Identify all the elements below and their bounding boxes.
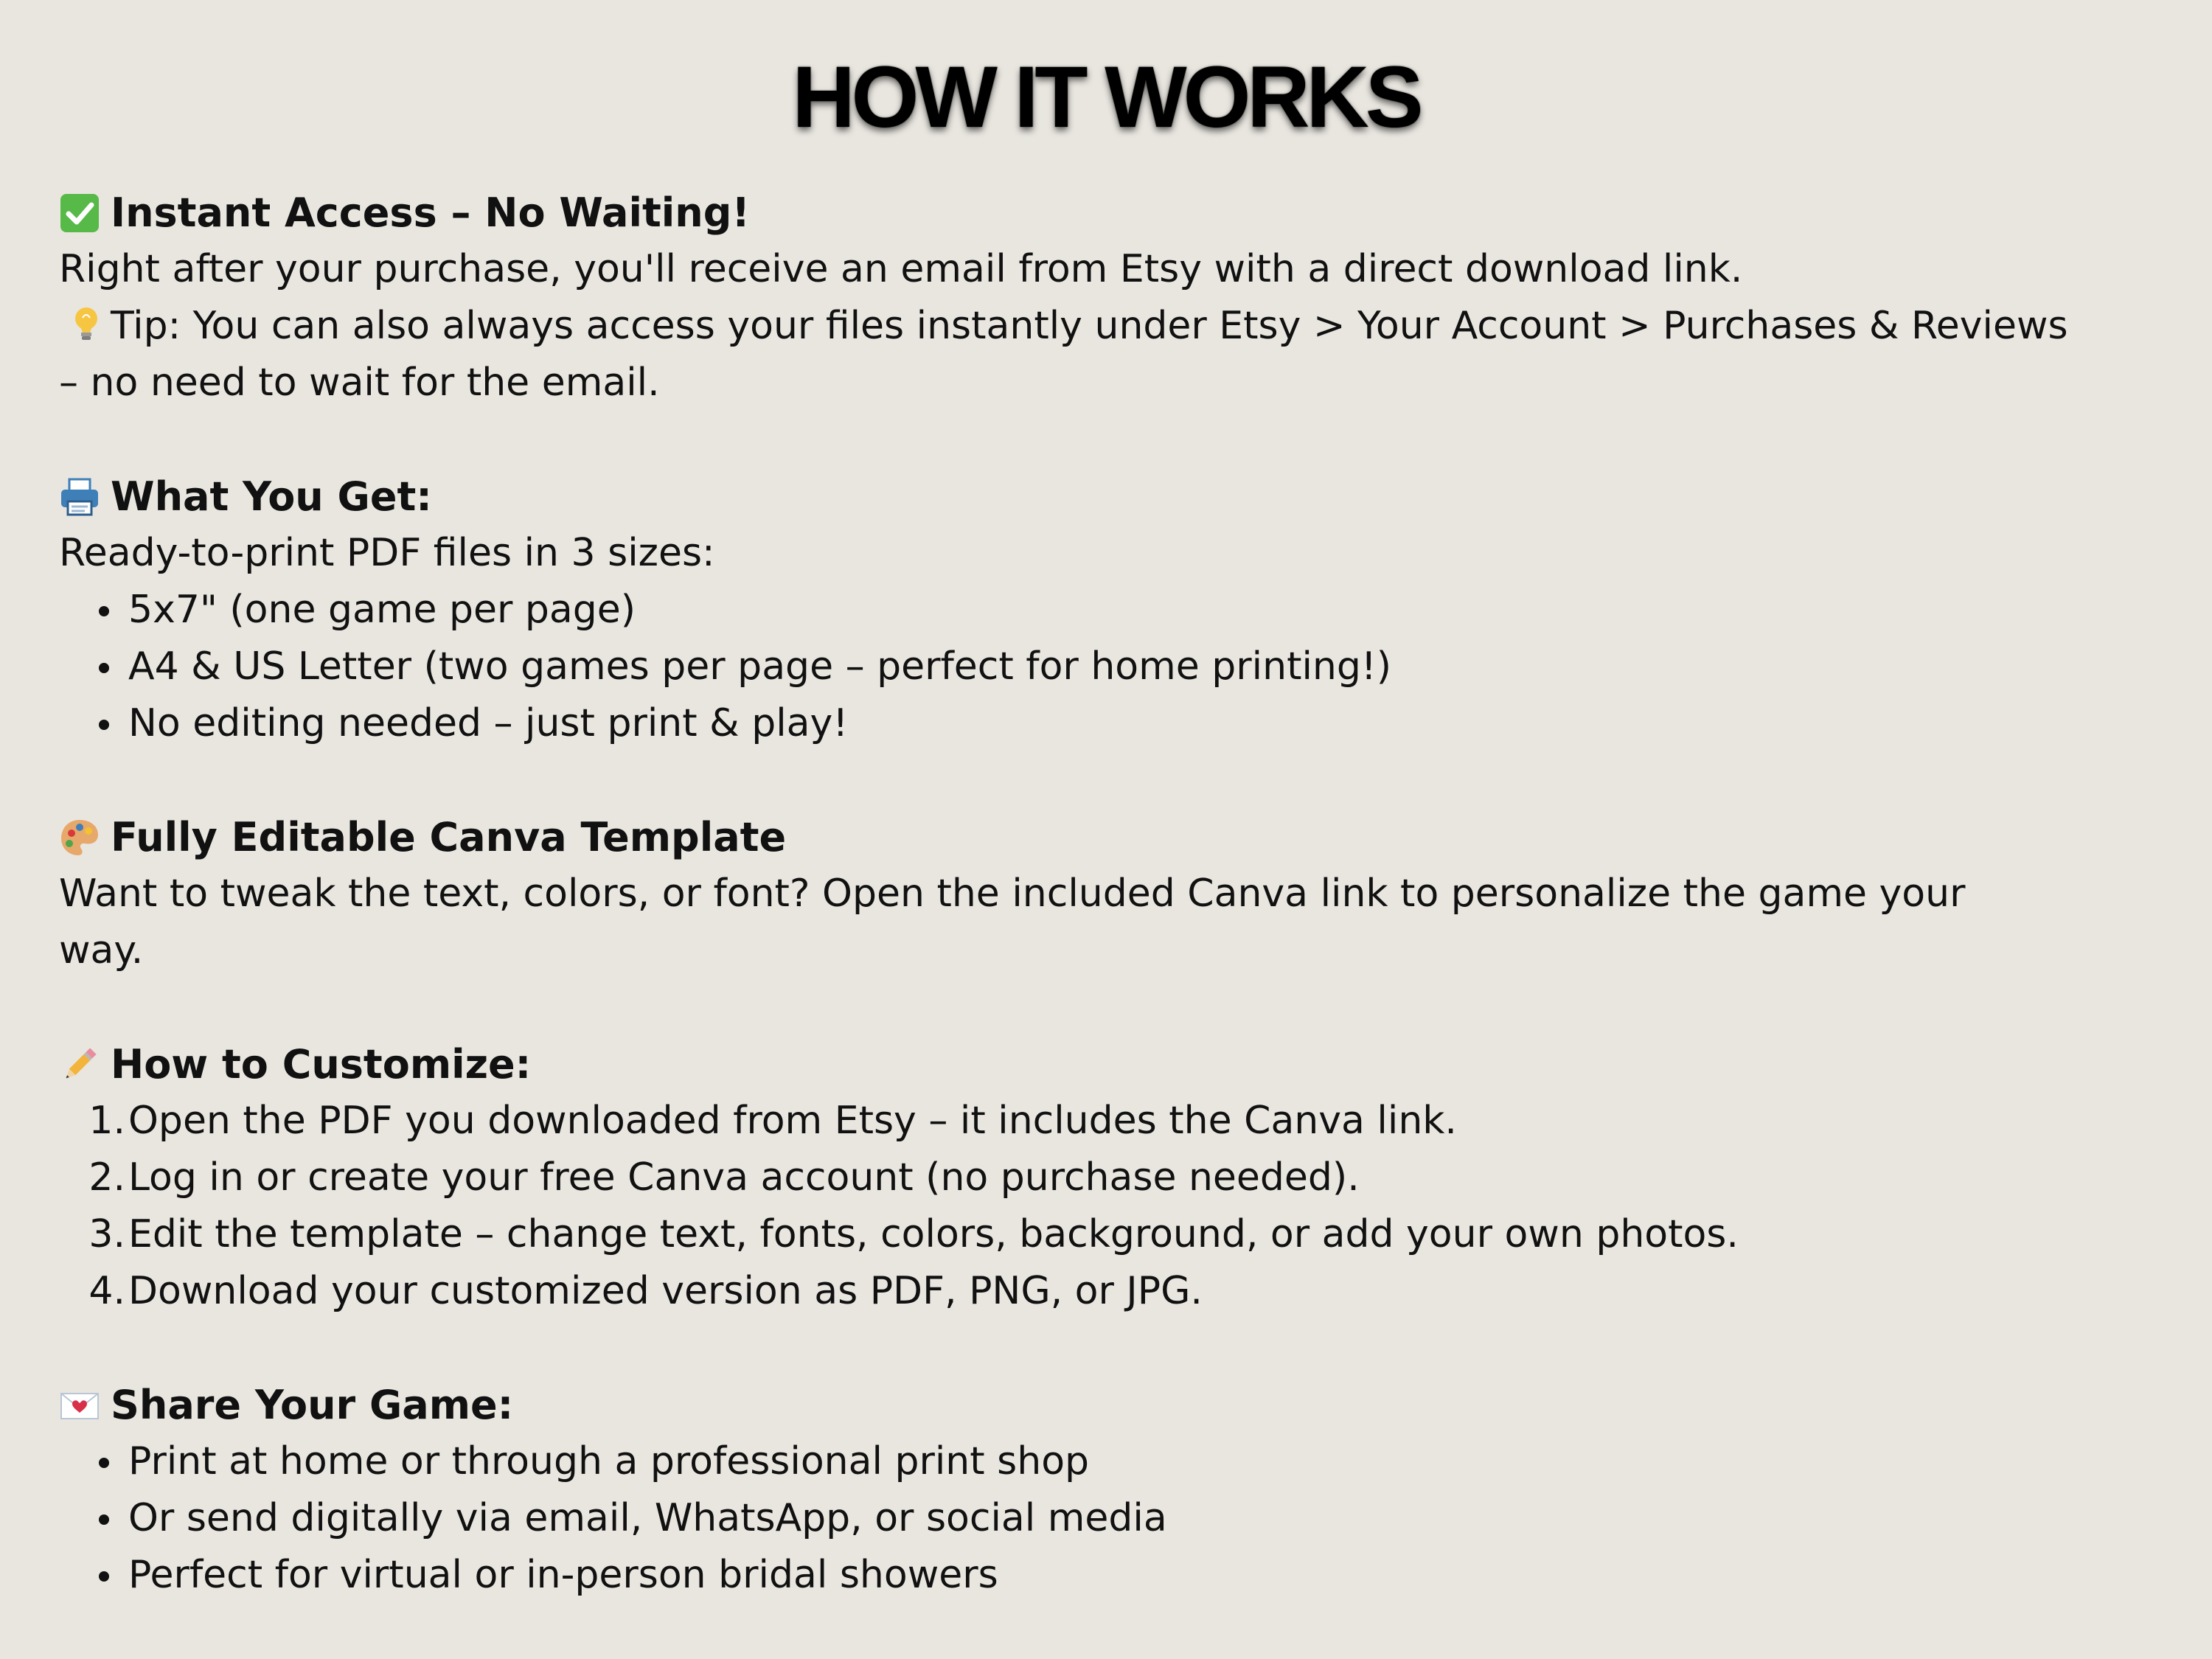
- list-item: Or send digitally via email, WhatsApp, or social media: [59, 1490, 2168, 1547]
- spacer: [59, 411, 2168, 468]
- tip-text: Tip: You can also always access your files instantly under Etsy > Your Account > Purchases & Reviews: [111, 304, 2068, 348]
- artist-palette-icon: [59, 817, 100, 858]
- step-text: Edit the template – change text, fonts, colors, background, or add your own photos.: [128, 1212, 1739, 1256]
- list-item: No editing needed – just print & play!: [59, 695, 2168, 752]
- step-item: [59, 1206, 2168, 1263]
- body-text: Want to tweak the text, colors, or font? Open the included Canva link to personalize the game your: [59, 872, 1966, 916]
- body-text: way.: [59, 928, 144, 973]
- list-item: 5x7" (one game per page): [59, 582, 2168, 639]
- list-item: Print at home or through a professional print shop: [59, 1433, 2168, 1490]
- section-title: Share Your Game:: [111, 1382, 514, 1428]
- pencil-icon: [59, 1044, 100, 1085]
- section-heading-what-you-get: [59, 468, 2168, 525]
- step-number: 3.: [88, 1212, 125, 1256]
- light-bulb-icon: [68, 305, 105, 343]
- spacer: [59, 1320, 2168, 1377]
- body-text: Right after your purchase, you'll receive an email from Etsy with a direct download link.: [59, 247, 1743, 291]
- tip-line: [59, 298, 2168, 355]
- section-heading-how-to-customize: [59, 1036, 2168, 1093]
- list-item: Perfect for virtual or in-person bridal showers: [59, 1547, 2168, 1604]
- share-list: [59, 1433, 2168, 1604]
- spacer: [59, 979, 2168, 1036]
- page-title: HOW IT WORKS: [792, 49, 1420, 146]
- section-title: How to Customize:: [111, 1041, 532, 1088]
- section-heading-instant-access: [59, 184, 2168, 241]
- love-letter-icon: [59, 1385, 100, 1426]
- step-item: [59, 1263, 2168, 1320]
- section-heading-canva-template: [59, 809, 2168, 866]
- step-text: Log in or create your free Canva account (no purchase needed).: [128, 1155, 1360, 1200]
- step-text: Open the PDF you downloaded from Etsy – it includes the Canva link.: [128, 1099, 1457, 1143]
- tip-continued: – no need to wait for the email.: [59, 361, 660, 405]
- section-heading-share-your-game: [59, 1377, 2168, 1433]
- section-title: What You Get:: [111, 473, 432, 520]
- section-title: Instant Access – No Waiting!: [111, 189, 751, 236]
- step-text: Download your customized version as PDF, PNG, or JPG.: [128, 1269, 1203, 1313]
- step-number: 4.: [88, 1269, 125, 1313]
- section-title: Fully Editable Canva Template: [111, 814, 787, 860]
- content: [59, 184, 2168, 1604]
- spacer: [59, 752, 2168, 809]
- check-mark-icon: [59, 192, 100, 234]
- step-item: [59, 1093, 2168, 1150]
- sizes-list: [59, 582, 2168, 752]
- list-item: A4 & US Letter (two games per page – perfect for home printing!): [59, 639, 2168, 695]
- step-number: 2.: [88, 1155, 125, 1200]
- steps-list: [59, 1093, 2168, 1320]
- body-text: Ready-to-print PDF files in 3 sizes:: [59, 531, 715, 575]
- step-item: [59, 1150, 2168, 1206]
- printer-icon: [59, 476, 100, 518]
- step-number: 1.: [88, 1099, 125, 1143]
